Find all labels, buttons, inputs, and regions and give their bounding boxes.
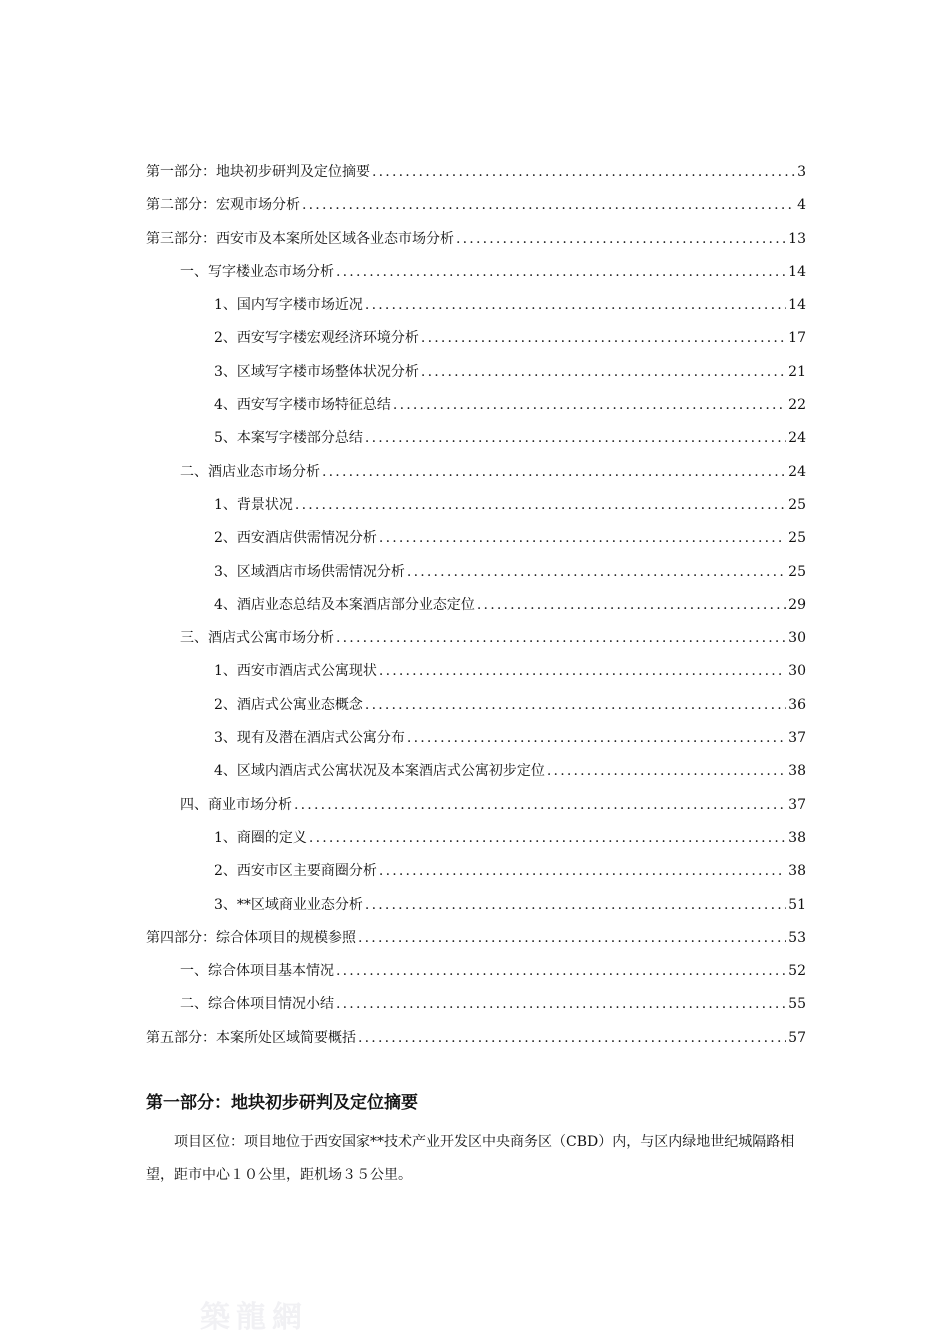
toc-entry[interactable] bbox=[146, 389, 806, 422]
toc-entry-number: 二、 bbox=[180, 463, 208, 480]
toc-entry-label: 5、本案写字楼部分总结 bbox=[214, 430, 363, 447]
watermark-logo: 築龍網 bbox=[200, 1300, 308, 1335]
toc-page-number: 22 bbox=[788, 397, 806, 414]
toc-page-number: 37 bbox=[788, 730, 806, 747]
toc-entry[interactable] bbox=[146, 289, 806, 322]
toc-entry[interactable] bbox=[146, 955, 806, 988]
toc-entry-label: 4、西安写字楼市场特征总结 bbox=[214, 397, 391, 414]
toc-entry[interactable] bbox=[146, 156, 806, 189]
toc-page-number: 30 bbox=[788, 630, 806, 647]
toc-page-number: 17 bbox=[788, 330, 806, 347]
toc-dot-leader bbox=[309, 822, 786, 855]
toc-entry[interactable] bbox=[146, 822, 806, 855]
toc-page-number: 52 bbox=[788, 963, 806, 980]
toc-entry-label: 1、背景状况 bbox=[214, 496, 293, 513]
toc-page-number: 36 bbox=[788, 696, 806, 713]
toc-page-number: 38 bbox=[788, 829, 806, 846]
toc-dot-leader bbox=[336, 955, 786, 988]
toc-page-number: 29 bbox=[788, 596, 806, 613]
section-title: 第一部分：地块初步研判及定位摘要 bbox=[146, 1093, 418, 1113]
toc-dot-leader bbox=[547, 755, 786, 788]
toc-page-number: 37 bbox=[788, 796, 806, 813]
toc-dot-leader bbox=[421, 356, 786, 389]
toc-entry-label: 3、**区域商业业态分析 bbox=[214, 896, 363, 913]
toc-dot-leader bbox=[295, 489, 786, 522]
table-of-contents bbox=[146, 156, 806, 1055]
toc-page-number: 13 bbox=[788, 230, 806, 247]
toc-entry-label: 写字楼业态市场分析 bbox=[208, 263, 334, 280]
toc-dot-leader bbox=[379, 855, 786, 888]
toc-entry[interactable] bbox=[146, 689, 806, 722]
toc-page-number: 24 bbox=[788, 430, 806, 447]
toc-entry-label: 3、现有及潜在酒店式公寓分布 bbox=[214, 730, 405, 747]
toc-entry-number: 二、 bbox=[180, 996, 208, 1013]
toc-entry-label: 第三部分：西安市及本案所处区域各业态市场分析 bbox=[146, 230, 454, 247]
toc-entry-label: 第五部分：本案所处区域简要概括 bbox=[146, 1029, 356, 1046]
toc-entry[interactable] bbox=[146, 189, 806, 222]
toc-page-number: 24 bbox=[788, 463, 806, 480]
toc-entry-number: 一、 bbox=[180, 963, 208, 980]
toc-entry[interactable] bbox=[146, 589, 806, 622]
toc-entry[interactable] bbox=[146, 356, 806, 389]
toc-dot-leader bbox=[365, 889, 786, 922]
toc-entry[interactable] bbox=[146, 855, 806, 888]
toc-entry-label: 4、区域内酒店式公寓状况及本案酒店式公寓初步定位 bbox=[214, 763, 545, 780]
toc-dot-leader bbox=[336, 256, 786, 289]
toc-page-number: 30 bbox=[788, 663, 806, 680]
toc-dot-leader bbox=[302, 189, 795, 222]
toc-dot-leader bbox=[322, 456, 786, 489]
toc-entry[interactable] bbox=[146, 889, 806, 922]
toc-entry[interactable] bbox=[146, 655, 806, 688]
section-paragraph: 项目区位：项目地位于西安国家**技术产业开发区中央商务区（CBD）内，与区内绿地世纪城隔路相望，距市中心１０公里，距机场３５公里。 bbox=[146, 1134, 795, 1183]
toc-entry-label: 1、商圈的定义 bbox=[214, 829, 307, 846]
toc-entry-label: 第一部分：地块初步研判及定位摘要 bbox=[146, 164, 370, 180]
toc-page-number: 25 bbox=[788, 563, 806, 580]
toc-dot-leader bbox=[379, 655, 786, 688]
toc-page-number: 21 bbox=[788, 363, 806, 380]
toc-page-number: 25 bbox=[788, 530, 806, 547]
toc-entry-label: 2、西安写字楼宏观经济环境分析 bbox=[214, 330, 419, 347]
toc-entry-label: 综合体项目基本情况 bbox=[208, 963, 334, 980]
toc-entry[interactable] bbox=[146, 489, 806, 522]
toc-dot-leader bbox=[358, 1022, 786, 1055]
toc-page-number: 55 bbox=[788, 996, 806, 1013]
toc-page-number: 14 bbox=[788, 263, 806, 280]
toc-page-number: 4 bbox=[797, 197, 806, 214]
toc-page-number: 57 bbox=[788, 1029, 806, 1046]
toc-entry-label: 商业市场分析 bbox=[208, 796, 292, 813]
toc-dot-leader bbox=[336, 988, 786, 1021]
toc-entry-label: 3、区域写字楼市场整体状况分析 bbox=[214, 363, 419, 380]
toc-page-number: 53 bbox=[788, 929, 806, 946]
toc-dot-leader bbox=[294, 789, 786, 822]
toc-entry[interactable] bbox=[146, 522, 806, 555]
section-one bbox=[146, 1088, 806, 1192]
toc-entry-label: 第四部分：综合体项目的规模参照 bbox=[146, 929, 356, 946]
toc-entry-label: 第二部分：宏观市场分析 bbox=[146, 197, 300, 214]
toc-entry-label: 4、酒店业态总结及本案酒店部分业态定位 bbox=[214, 596, 475, 613]
toc-dot-leader bbox=[456, 223, 786, 256]
toc-dot-leader bbox=[407, 556, 786, 589]
toc-page-number: 38 bbox=[788, 863, 806, 880]
toc-entry-label: 综合体项目情况小结 bbox=[208, 996, 334, 1013]
toc-entry[interactable] bbox=[146, 556, 806, 589]
toc-entry[interactable] bbox=[146, 256, 806, 289]
toc-entry[interactable] bbox=[146, 1022, 806, 1055]
toc-entry-number: 一、 bbox=[180, 263, 208, 280]
toc-dot-leader bbox=[365, 689, 786, 722]
toc-entry-label: 1、国内写字楼市场近况 bbox=[214, 297, 363, 314]
toc-entry[interactable] bbox=[146, 223, 806, 256]
toc-entry-label: 酒店业态市场分析 bbox=[208, 463, 320, 480]
toc-dot-leader bbox=[336, 622, 786, 655]
toc-dot-leader bbox=[407, 722, 786, 755]
toc-entry[interactable] bbox=[146, 755, 806, 788]
toc-page-number: 51 bbox=[788, 896, 806, 913]
toc-entry[interactable] bbox=[146, 789, 806, 822]
toc-entry-label: 3、区域酒店市场供需情况分析 bbox=[214, 563, 405, 580]
toc-dot-leader bbox=[421, 322, 786, 355]
toc-entry-label: 2、酒店式公寓业态概念 bbox=[214, 696, 363, 713]
toc-entry[interactable] bbox=[146, 922, 806, 955]
toc-entry[interactable] bbox=[146, 422, 806, 455]
toc-page-number: 14 bbox=[788, 297, 806, 314]
toc-entry-number: 四、 bbox=[180, 796, 208, 813]
toc-dot-leader bbox=[365, 289, 786, 322]
toc-entry[interactable] bbox=[146, 722, 806, 755]
toc-entry[interactable] bbox=[146, 322, 806, 355]
toc-page-number: 25 bbox=[788, 496, 806, 513]
toc-entry[interactable] bbox=[146, 456, 806, 489]
toc-entry-label: 酒店式公寓市场分析 bbox=[208, 630, 334, 647]
toc-entry-label: 2、西安酒店供需情况分析 bbox=[214, 530, 377, 547]
toc-entry-label: 2、西安市区主要商圈分析 bbox=[214, 863, 377, 880]
toc-entry-label: 1、西安市酒店式公寓现状 bbox=[214, 663, 377, 680]
toc-entry-number: 三、 bbox=[180, 630, 208, 647]
toc-page-number: 3 bbox=[797, 164, 806, 180]
toc-dot-leader bbox=[379, 522, 786, 555]
toc-dot-leader bbox=[365, 422, 786, 455]
toc-dot-leader bbox=[372, 156, 795, 189]
toc-entry[interactable] bbox=[146, 988, 806, 1021]
toc-entry[interactable] bbox=[146, 622, 806, 655]
toc-page-number: 38 bbox=[788, 763, 806, 780]
toc-dot-leader bbox=[477, 589, 786, 622]
toc-dot-leader bbox=[393, 389, 786, 422]
toc-dot-leader bbox=[358, 922, 786, 955]
